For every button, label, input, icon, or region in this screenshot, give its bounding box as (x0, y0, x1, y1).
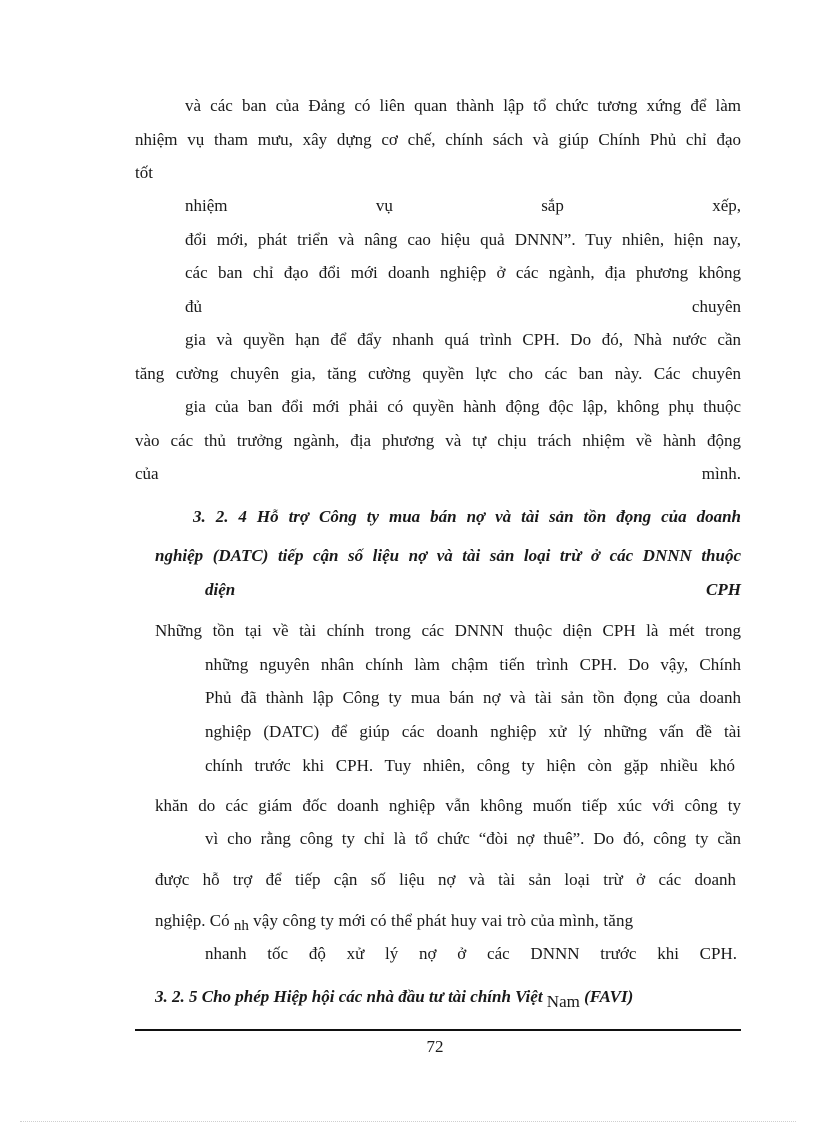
body-line: vì cho rằng công ty chỉ là tổ chức “đòi nợ thuê”. Do đó, công ty cần (205, 829, 741, 848)
body-line: vào các thủ trưởng ngành, địa phương và tự chịu trách nhiệm về hành động (135, 431, 741, 450)
body-line: nghiệp (DATC) để giúp các doanh nghiệp xử lý những vấn đề tài (205, 722, 741, 741)
body-line: Phủ đã thành lập Công ty mua bán nợ và tài sản tồn đọng của doanh (205, 688, 741, 707)
body-line: nhiệm vụ tham mưu, xây dựng cơ chế, chính sách và giúp Chính Phủ chỉ đạo (135, 130, 741, 149)
body-line: đủ chuyên (185, 297, 741, 316)
page-bottom-dotted-border (20, 1121, 796, 1122)
body-line (155, 910, 633, 933)
body-line: nhiệm vụ sắp xếp, (185, 196, 741, 215)
section-heading: diện CPH (205, 580, 741, 599)
body-line: những nguyên nhân chính làm chậm tiến trình CPH. Do vậy, Chính (205, 655, 741, 674)
page-number: 72 (426, 1037, 444, 1056)
stray-subscript-text: nh (233, 918, 249, 934)
section-heading (155, 986, 634, 1011)
body-line: tăng cường chuyên gia, tăng cường quyền lực cho các ban này. Các chuyên (135, 364, 741, 383)
heading-text: 3. 2. 5 Cho phép Hiệp hội các nhà đầu tư tài chính Việt (155, 987, 543, 1006)
body-line: Những tồn tại về tài chính trong các DNNN thuộc diện CPH là mét trong (155, 621, 741, 640)
body-line: được hỗ trợ để tiếp cận số liệu nợ và tài sản loại trừ ở các doanh (155, 870, 736, 889)
footer-rule (135, 1029, 741, 1031)
body-text: nghiệp. Có (155, 911, 230, 930)
body-line: của mình. (135, 464, 741, 483)
body-text: vậy công ty mới có thể phát huy vai trò của mình, tăng (253, 911, 634, 930)
heading-text: (FAVI) (584, 987, 634, 1006)
section-heading: 3. 2. 4 Hỗ trợ Công ty mua bán nợ và tài sản tồn đọng của doanh (193, 507, 741, 526)
stray-subscript-text: Nam (546, 992, 580, 1011)
body-line: các ban chỉ đạo đổi mới doanh nghiệp ở các ngành, địa phương không (185, 263, 741, 282)
body-line: khăn do các giám đốc doanh nghiệp vẫn không muốn tiếp xúc với công ty (155, 796, 741, 815)
body-line: nhanh tốc độ xử lý nợ ở các DNNN trước khi CPH. (205, 944, 737, 963)
body-line: và các ban của Đảng có liên quan thành lập tổ chức tương xứng để làm (185, 96, 741, 115)
body-line: chính trước khi CPH. Tuy nhiên, công ty hiện còn gặp nhiều khó (205, 756, 735, 775)
body-line: tốt (135, 163, 153, 182)
section-heading: nghiệp (DATC) tiếp cận số liệu nợ và tài sản loại trừ ở các DNNN thuộc (155, 546, 741, 565)
body-line: đổi mới, phát triển và nâng cao hiệu quả DNNN”. Tuy nhiên, hiện nay, (185, 230, 741, 249)
body-line: gia của ban đổi mới phải có quyền hành động độc lập, không phụ thuộc (185, 397, 741, 416)
body-line: gia và quyền hạn để đẩy nhanh quá trình CPH. Do đó, Nhà nước cần (185, 330, 741, 349)
